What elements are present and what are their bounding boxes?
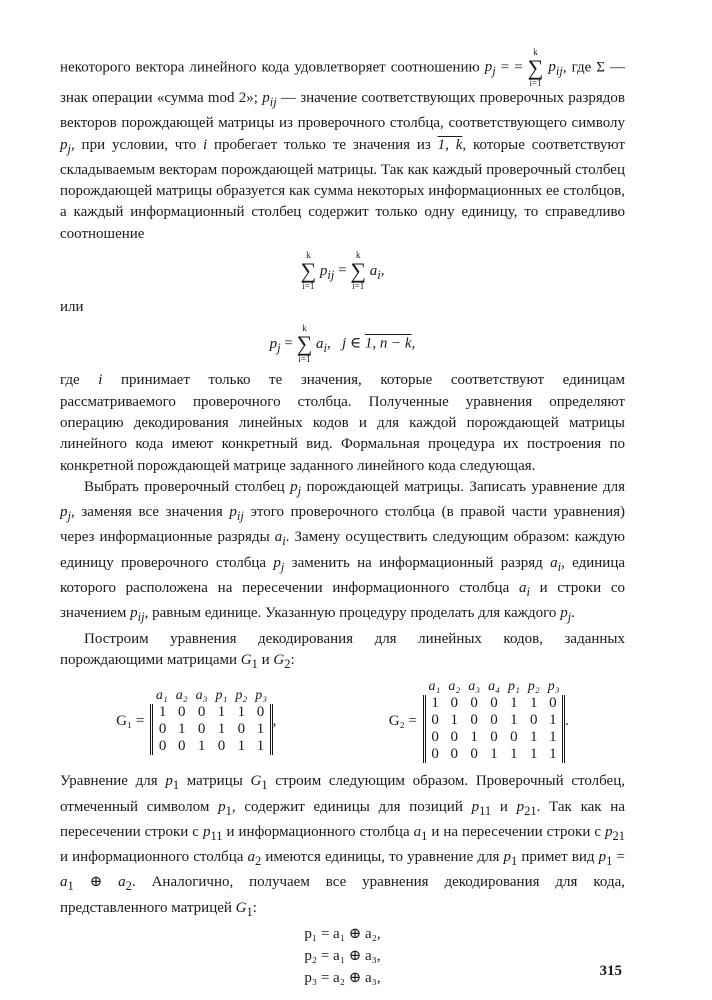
matrix-g2-label: G₂ =	[388, 712, 417, 729]
g2-cell: 1	[424, 695, 444, 712]
equation-p2: p₂ = a₁ ⊕ a₃,	[304, 948, 381, 965]
g1-cell: 1	[152, 704, 172, 721]
matrix-g2: G₂ = a₁ a₂ a₃ a₄ p₁ p₂ p₃ 1 0 0 0 1 1 0 0 1 0 0 1 0 1 0 0 1 0 0 1 1 0 0 0 1 1 1 1 .	[388, 679, 569, 763]
g2-header-1: a₂	[448, 679, 461, 695]
paragraph-1: некоторого вектора линейного кода удовлетворяет соотношению $p_j$ = = k ∑ i=1 $p_{ij}$, где Σ — знак операции «сумма mod 2»; $p_{ij}$ — значение соответствующих проверочных разрядов векторов порождающей матрицы из проверочного столбца, соответствующего символу $p_j$, при условии, что i пробегает только те значения из 1, k, которые соответствуют складываемым векторам порождающей матрицы. Так как каждый проверочный столбец порождающей матрицы образуется как сумма некоторых информационных ее столбцов, а каждый информационный столбец содержит только одну единицу, то справедливо соотношение	[60, 47, 626, 242]
g2-header-6: p₃	[547, 679, 560, 695]
g2-header-5: p₂	[527, 679, 540, 695]
g2-cell: 1	[470, 729, 478, 746]
g2-cell: 0	[450, 746, 459, 763]
g2-cell: 0	[470, 712, 478, 729]
g2-cell: 1	[510, 712, 518, 729]
g1-cell: 1	[197, 737, 206, 754]
page-number: 315	[599, 963, 622, 979]
equation-p3: p₃ = a₂ ⊕ a₃,	[304, 970, 381, 987]
g2-header-4: p₁	[507, 679, 520, 695]
final-equations	[60, 923, 625, 989]
g1-cell: 1	[251, 721, 271, 738]
paragraph-5: Уравнение для $p_1$ матрицы $G_1$ строим следующим образом. Проверочный столбец, отмеченный символом $p_1$, содержит единицы для позиций $p_{11}$ и $p_{21}$. Так как на пересечении строки с $p_{11}$ и информационного столбца $a_1$ и на пересечении строки с $p_{21}$ и информационного столбца $a_2$ имеются единицы, то уравнение для $p_1$ примет вид $p_1 = a_1$ ⊕ $a_2$. Аналогично, получаем все уравнения декодирования для кода, представленного матрицей $G_1$:	[60, 773, 625, 919]
g1-header-5: p₃	[255, 687, 268, 703]
g2-row	[424, 695, 563, 712]
g2-header-2: a₃	[468, 679, 481, 695]
g1-header-1: a₂	[175, 687, 188, 703]
g2-cell: 0	[424, 746, 444, 763]
g2-cell: 0	[424, 729, 444, 746]
g2-cell: 0	[544, 695, 564, 712]
g1-cell: 0	[152, 738, 172, 755]
g1-cell: 0	[237, 720, 246, 737]
g1-cell: 0	[152, 721, 172, 738]
g1-cell: 1	[251, 738, 271, 755]
g1-cell: 1	[217, 720, 226, 737]
g2-cell: 0	[510, 729, 518, 746]
g2-cell: 0	[490, 712, 498, 729]
g2-row	[424, 746, 563, 763]
paragraph-3: Выбрать проверочный столбец $p_j$ порождающей матрицы. Записать уравнение для $p_j$, заменяя все значения $p_{ij}$ этого проверочного столбца (в правой части уравнения) через информационные разряды $a_i$. Замену осуществить следующим образом: каждую единицу проверочного столбца $p_j$ заменить на информационный разряд $a_i$, единица которого расположена на пересечении информационного столбца $a_i$ и строки со значением $p_{ij}$, равным единице. Указанную процедуру проделать для каждого $p_j$.	[60, 478, 626, 625]
g1-header-3: p₁	[215, 687, 228, 703]
g2-cell: 0	[490, 729, 498, 746]
g1-cell: 1	[177, 720, 186, 737]
matrix-g1: G₁ = a₁ a₂ a₃ p₁ p₂ p₃ 1 0 0 1 1 0 0 1 0 1 0 1 0 0 1 0 1 1 ,	[116, 687, 277, 754]
g2-row	[424, 729, 563, 746]
g2-cell: 1	[510, 746, 518, 763]
g2-cell: 0	[470, 746, 478, 763]
g1-header-4: p₂	[235, 687, 248, 703]
page-body	[60, 48, 625, 989]
g2-cell: 1	[530, 729, 538, 746]
g2-cell: 1	[450, 712, 459, 729]
g2-cell: 1	[530, 746, 538, 763]
g2-cell: 1	[490, 746, 498, 763]
g2-cell: 1	[544, 712, 564, 729]
g1-row	[152, 738, 271, 755]
g2-cell: 0	[530, 712, 538, 729]
g1-header-2: a₃	[195, 687, 208, 703]
paragraph-4: Построим уравнения декодирования для линейных кодов, заданных порождающими матрицами $G_1$ и $G_2$:	[60, 630, 625, 671]
g2-cell: 0	[470, 695, 478, 712]
g1-cell: 0	[251, 704, 271, 721]
matrix-g1-label: G₁ =	[116, 712, 145, 729]
equation-sum: k ∑ i=1 $p_{ij}$ = k ∑ i=1 $a_i$,	[300, 250, 385, 292]
g1-cell: 0	[177, 703, 186, 720]
g2-cell: 1	[544, 746, 564, 763]
g2-cell: 0	[424, 712, 444, 729]
or-word: или	[60, 299, 84, 316]
g2-header-0: a₁	[428, 679, 441, 695]
g1-cell: 0	[177, 737, 186, 754]
g1-row	[152, 704, 271, 721]
g2-cell: 1	[544, 729, 564, 746]
equation-pj: $p_j$ = k ∑ i=1 $a_i$, j ∈ 1, n − k,	[269, 323, 416, 365]
g1-cell: 1	[237, 737, 246, 754]
g1-cell: 0	[197, 720, 206, 737]
g2-cell: 1	[530, 695, 538, 712]
g2-row	[424, 712, 563, 729]
g1-cell: 0	[197, 703, 206, 720]
paragraph-2: где i принимает только те значения, которые соответствуют единицам рассматриваемого проверочного столбца. Полученные уравнения определяют операцию декодирования линейных кодов и для каждой порождающей матрицы линейного кода имеют конкретный вид. Формальная процедура их построения по конкретной порождающей матрице заданного линейного кода следующая.	[60, 372, 625, 474]
g2-cell: 0	[450, 695, 459, 712]
g2-cell: 0	[490, 695, 498, 712]
equation-p1: p₁ = a₁ ⊕ a₂,	[304, 926, 381, 943]
matrices	[60, 679, 625, 763]
g1-cell: 0	[217, 737, 226, 754]
g1-cell: 1	[217, 703, 226, 720]
g2-cell: 1	[510, 695, 518, 712]
g1-header-0: a₁	[155, 687, 168, 703]
g2-cell: 0	[450, 729, 459, 746]
g1-row	[152, 721, 271, 738]
g2-header-3: a₄	[488, 679, 500, 695]
g1-cell: 1	[237, 703, 246, 720]
